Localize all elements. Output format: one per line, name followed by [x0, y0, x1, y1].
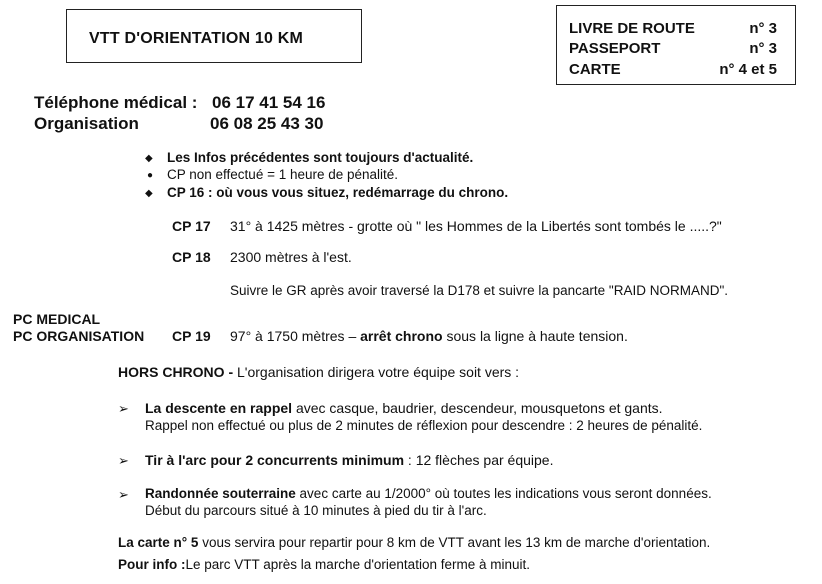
activity-randonnee — [145, 486, 712, 501]
activity-rappel-detail: Rappel non effectué ou plus de 2 minutes de réflexion pour descendre : 2 heures de pénalité. — [145, 418, 703, 433]
title-box — [66, 9, 362, 63]
cp19-line — [230, 328, 628, 344]
info-note — [118, 557, 530, 572]
medical-phone-label: Téléphone médical : — [34, 93, 198, 112]
cp17-text: 31° à 1425 mètres - grotte où " les Hommes de la Libertés sont tombés le .....?" — [230, 218, 722, 234]
activity-title: Tir à l'arc pour 2 concurrents minimum — [145, 452, 405, 468]
diamond-bullet-icon: ◆ — [145, 153, 153, 164]
pc-organisation-label: PC ORGANISATION — [13, 328, 145, 344]
bullet-item: Les Infos précédentes sont toujours d'actualité. — [167, 150, 474, 165]
info-bold: Pour info : — [118, 557, 186, 572]
carte-5-note — [118, 535, 710, 550]
organisation-label: Organisation — [34, 114, 139, 133]
ref-row-livre — [569, 20, 777, 39]
ref-label: PASSEPORT — [569, 40, 661, 57]
ref-label: LIVRE DE ROUTE — [569, 20, 695, 37]
activity-text: avec casque, baudrier, descendeur, mousquetons et gants. — [295, 400, 663, 416]
info-text: Le parc VTT après la marche d'orientation ferme à minuit. — [185, 557, 530, 572]
cp17-label: CP 17 — [172, 218, 211, 234]
activity-rappel — [145, 400, 663, 416]
ref-value: n° 4 et 5 — [719, 61, 777, 78]
hors-chrono-text: L'organisation dirigera votre équipe soit vers : — [237, 364, 520, 380]
cp18-label: CP 18 — [172, 249, 211, 265]
ref-value: n° 3 — [749, 40, 777, 57]
arrow-bullet-icon: ➢ — [118, 487, 129, 502]
ref-row-passeport — [569, 40, 777, 59]
activity-title: La descente en rappel — [145, 400, 293, 416]
arrow-bullet-icon: ➢ — [118, 401, 129, 416]
follow-gr-text: Suivre le GR après avoir traversé la D178 et suivre la pancarte "RAID NORMAND". — [230, 283, 729, 298]
hors-chrono-line — [118, 364, 519, 380]
diamond-bullet-icon: ◆ — [145, 188, 153, 199]
carte-5-bold: La carte n° 5 — [118, 535, 199, 550]
activity-text: : 12 flèches par équipe. — [407, 452, 554, 468]
arrow-bullet-icon: ➢ — [118, 453, 129, 468]
activity-randonnee-detail: Début du parcours situé à 10 minutes à pied du tir à l'arc. — [145, 503, 487, 518]
cp19-label: CP 19 — [172, 328, 211, 344]
cp19-bold: arrêt chrono — [360, 328, 443, 344]
activity-title: Randonnée souterraine — [145, 486, 296, 501]
ref-row-carte — [569, 61, 777, 80]
activity-text: avec carte au 1/2000° où toutes les indications vous seront données. — [299, 486, 712, 501]
pc-medical-label: PC MEDICAL — [13, 311, 101, 327]
ref-value: n° 3 — [749, 20, 777, 37]
hors-chrono-label: HORS CHRONO - — [118, 364, 234, 380]
bullet-item: CP non effectué = 1 heure de pénalité. — [167, 167, 399, 182]
page-title: VTT D'ORIENTATION 10 KM — [89, 30, 304, 47]
cp18-text: 2300 mètres à l'est. — [230, 249, 352, 265]
reference-box — [556, 5, 796, 85]
ref-label: CARTE — [569, 61, 621, 78]
round-bullet-icon: ● — [147, 170, 154, 181]
organisation-phone-number: 06 08 25 43 30 — [210, 114, 324, 133]
cp19-text-b: sous la ligne à haute tension. — [446, 328, 628, 344]
medical-phone-number: 06 17 41 54 16 — [212, 93, 326, 112]
activity-tir-arc — [145, 452, 553, 468]
cp19-text-a: 97° à 1750 mètres – — [230, 328, 357, 344]
bullet-item: CP 16 : où vous vous situez, redémarrage du chrono. — [167, 185, 509, 200]
carte-5-text: vous servira pour repartir pour 8 km de VTT avant les 13 km de marche d'orientation. — [202, 535, 711, 550]
